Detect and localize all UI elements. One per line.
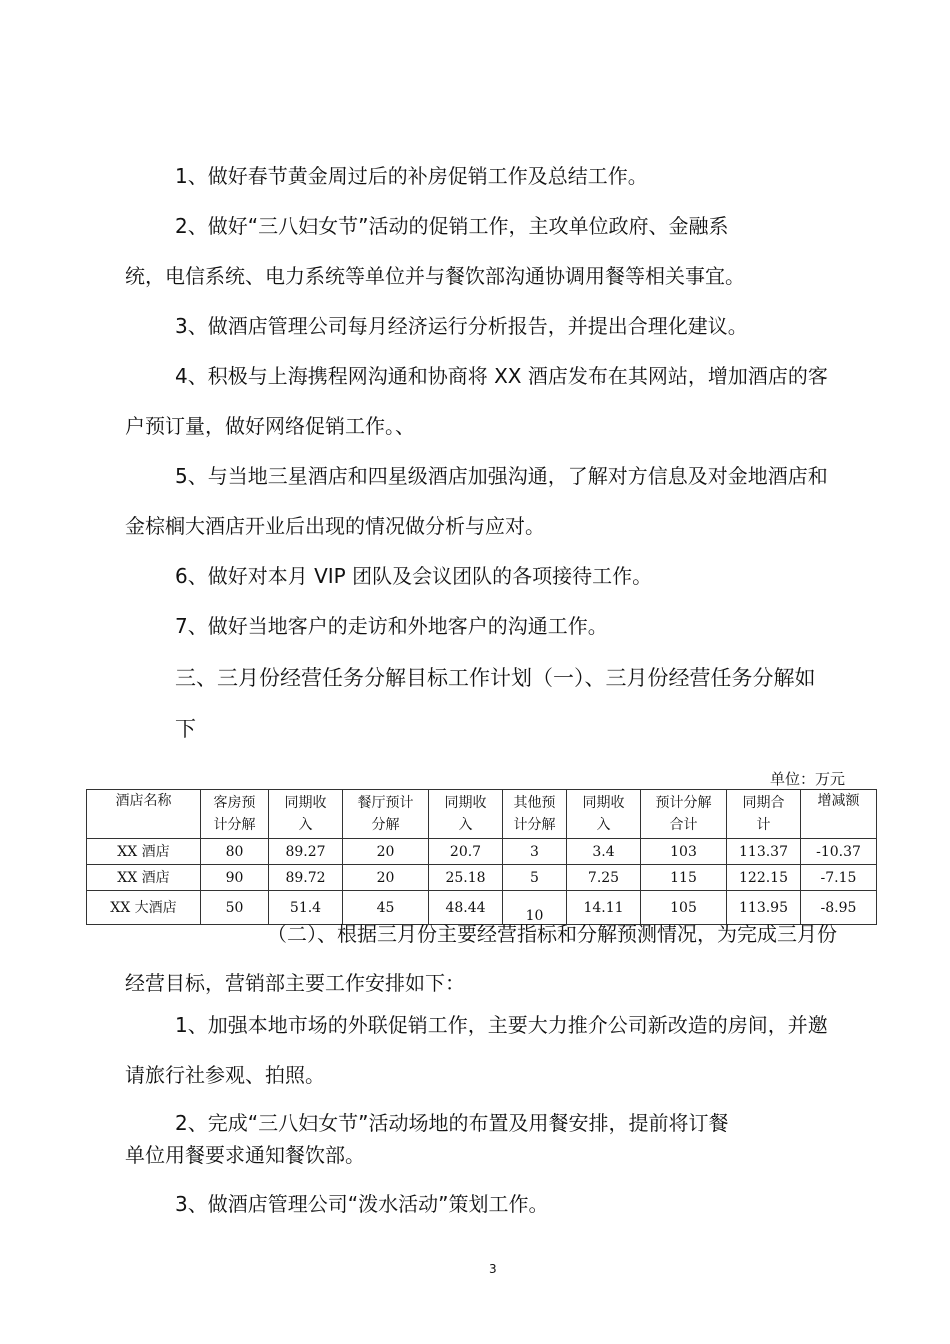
header-cell: 同期合 计 [727, 790, 801, 839]
table-cell: 90 [201, 865, 269, 891]
table-cell: 122.15 [727, 865, 801, 891]
paragraph-line: （二）、根据三月份主要经营指标和分解预测情况，为完成三月份 [267, 922, 837, 946]
table-cell: 3 [503, 839, 567, 865]
table-cell: 103 [641, 839, 727, 865]
header-cell: 其他预 计分解 [503, 790, 567, 839]
table-cell: XX 酒店 [87, 839, 201, 865]
paragraph-line: 6、做好对本月 VIP 团队及会议团队的各项接待工作。 [175, 564, 653, 588]
header-cell: 客房预 计分解 [201, 790, 269, 839]
table-row [87, 865, 877, 891]
table-cell: 20.7 [429, 839, 503, 865]
paragraph-line: 1、做好春节黄金周过后的补房促销工作及总结工作。 [175, 164, 648, 188]
table-cell: 115 [641, 865, 727, 891]
paragraph-line: 3、做酒店管理公司每月经济运行分析报告，并提出合理化建议。 [175, 314, 748, 338]
table-header-row [87, 790, 877, 839]
header-cell: 增减额 [801, 790, 877, 839]
section-heading: 三、三月份经营任务分解目标工作计划（一）、三月份经营任务分解如 [175, 666, 816, 690]
table-row [87, 839, 877, 865]
table-cell: 80 [201, 839, 269, 865]
paragraph-line: 5、与当地三星酒店和四星级酒店加强沟通，了解对方信息及对金地酒店和 [175, 464, 828, 488]
table-cell: 5 [503, 865, 567, 891]
paragraph-line: 2、完成“三八妇女节”活动场地的布置及用餐安排，提前将订餐 [175, 1111, 729, 1135]
table-cell: -10.37 [801, 839, 877, 865]
table-cell: 89.72 [269, 865, 343, 891]
header-cell: 酒店名称 [87, 790, 201, 839]
paragraph-line: 单位用餐要求通知餐饮部。 [125, 1143, 365, 1167]
table-cell: 113.95 [727, 891, 801, 925]
table-unit-label: 单位：万元 [770, 770, 846, 788]
table-cell: XX 大酒店 [87, 891, 201, 925]
header-cell: 预计分解 合计 [641, 790, 727, 839]
paragraph-line: 7、做好当地客户的走访和外地客户的沟通工作。 [175, 614, 608, 638]
header-cell: 同期收 入 [567, 790, 641, 839]
table-cell: 113.37 [727, 839, 801, 865]
table-cell: 48.44 [429, 891, 503, 925]
paragraph-line: 请旅行社参观、拍照。 [125, 1063, 325, 1087]
table-cell: 51.4 [269, 891, 343, 925]
paragraph-line: 1、加强本地市场的外联促销工作，主要大力推介公司新改造的房间，并邀 [175, 1013, 828, 1037]
table-cell: 50 [201, 891, 269, 925]
paragraph-line: 经营目标，营销部主要工作安排如下： [125, 971, 465, 995]
page-number: 3 [489, 1262, 497, 1276]
paragraph-line: 2、做好“三八妇女节”活动的促销工作，主攻单位政府、金融系 [175, 214, 729, 238]
table-cell: -7.15 [801, 865, 877, 891]
table-row [87, 891, 877, 925]
table-cell: 20 [343, 839, 429, 865]
table-cell: 89.27 [269, 839, 343, 865]
table-cell: 7.25 [567, 865, 641, 891]
paragraph-line: 金棕榈大酒店开业后出现的情况做分析与应对。 [125, 514, 545, 538]
table-cell: 45 [343, 891, 429, 925]
revenue-breakdown-table [86, 789, 877, 925]
header-cell: 同期收 入 [429, 790, 503, 839]
paragraph-line: 统，电信系统、电力系统等单位并与餐饮部沟通协调用餐等相关事宜。 [125, 264, 745, 288]
paragraph-line: 4、积极与上海携程网沟通和协商将 XX 酒店发布在其网站，增加酒店的客 [175, 364, 828, 388]
table-cell: 20 [343, 865, 429, 891]
table-cell: -8.95 [801, 891, 877, 925]
header-cell: 餐厅预计 分解 [343, 790, 429, 839]
table-cell: 3.4 [567, 839, 641, 865]
table-cell: 14.11 [567, 891, 641, 925]
paragraph-line: 3、做酒店管理公司“泼水活动”策划工作。 [175, 1192, 549, 1216]
table-cell: XX 酒店 [87, 865, 201, 891]
table-cell: 25.18 [429, 865, 503, 891]
section-heading-continued: 下 [175, 717, 196, 741]
header-cell: 同期收 入 [269, 790, 343, 839]
table-cell: 10 [503, 891, 567, 925]
paragraph-line: 户预订量，做好网络促销工作。、 [125, 414, 415, 438]
table-cell: 105 [641, 891, 727, 925]
